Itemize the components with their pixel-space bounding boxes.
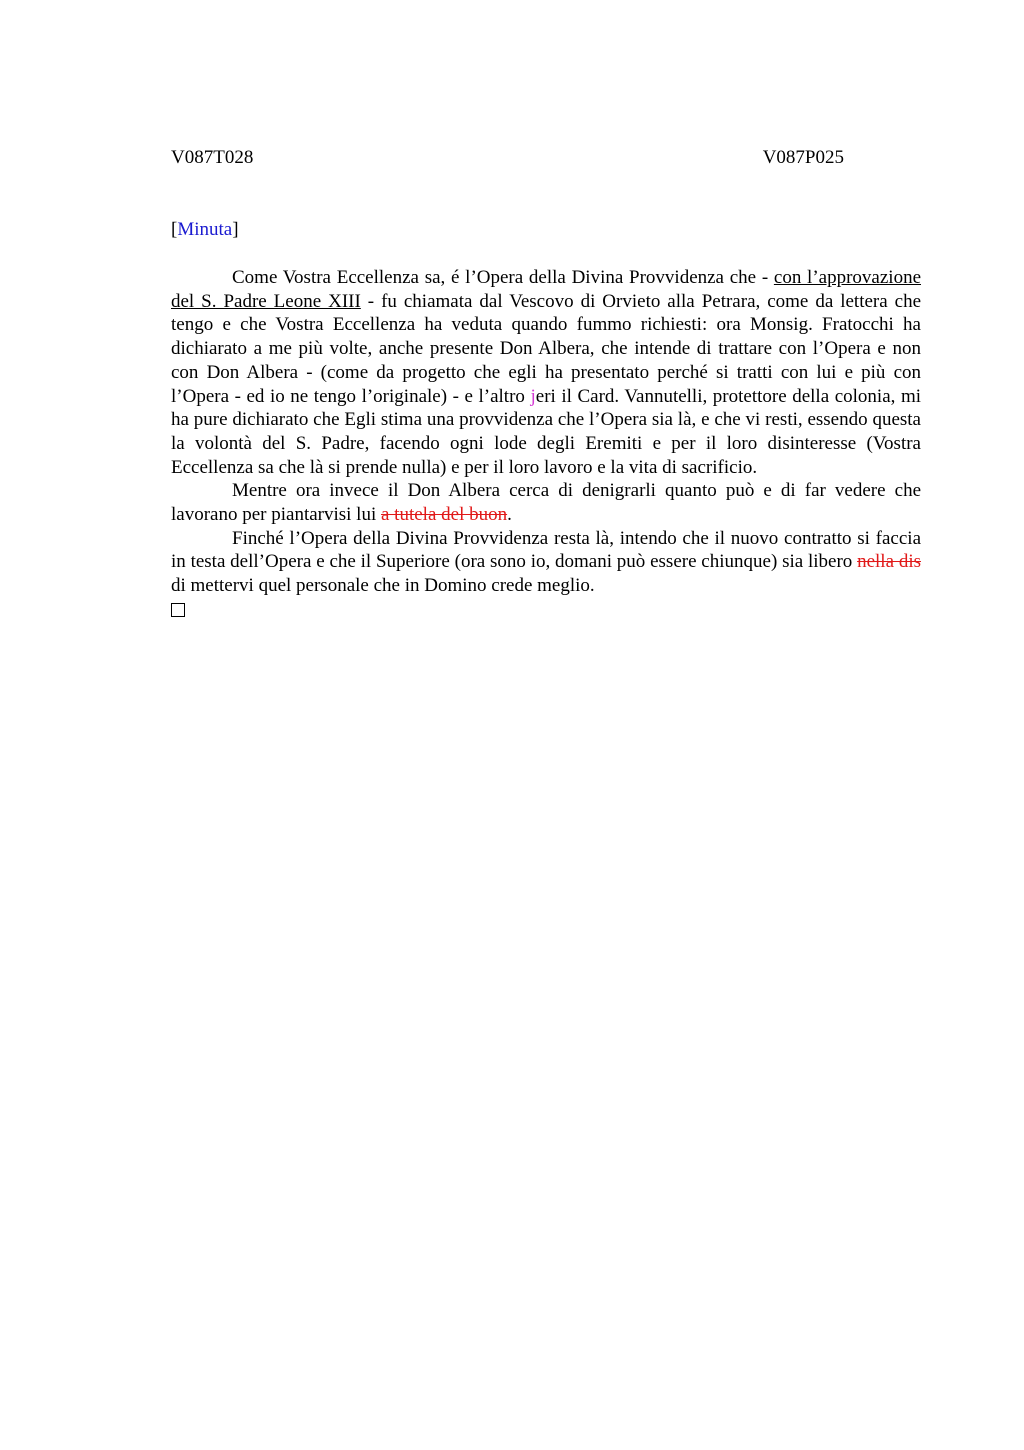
inserted-letter: j [530,385,536,407]
end-square-icon [171,603,185,617]
document-code-left: V087T028 [171,147,254,168]
paragraph-3-text-a: Finché l’Opera della Divina Provvidenza resta là, intendo che il nuovo contratto si faccia in testa dell’Opera e che il Superiore (ora sono io, domani può essere chiunque) sia libero [171,527,921,573]
draft-label-open-bracket: [ [171,219,178,240]
end-marker [171,598,921,624]
document-code-right: V087P025 [762,147,844,168]
draft-label [171,218,239,242]
paragraph-2-text-a: Mentre ora invece il Don Albera cerca di denigrarli quanto può e di far vedere che lavorano per piantarvisi lui [171,480,921,526]
draft-label-close-bracket: ] [232,219,239,240]
draft-label-word: Minuta [177,219,233,240]
paragraph-3-text-b: di mettervi quel personale che in Domino crede meglio. [171,575,595,597]
underlined-phrase: con l’approvazione del S. Padre Leone XIII [171,267,921,312]
paragraph-2 [171,479,921,526]
paragraph-2-text-b: . [507,504,512,526]
paragraph-1-text-b: - fu chiamata dal Vescovo di Orvieto alla Petrara, come da lettera che tengo e che Vostra Eccellenza ha veduta quando fummo richiesti: ora Monsig. Fratocchi ha dichiarato a me più volte, anche presente Don Albera, che intende di trattare con l’Opera e non con Don Albera - (come da progetto che egli ha presentato perché si tratti con lui e più con l’Opera - ed io ne tengo l’originale) - e l’altro [171,290,922,407]
deleted-phrase-1: a tutela del buon [381,504,508,526]
paragraph-1 [171,266,921,479]
paragraph-1-text-a: Come Vostra Eccellenza sa, é l’Opera della Divina Provvidenza che - [232,267,774,288]
letter-body [171,266,921,624]
paragraph-3 [171,527,921,598]
deleted-phrase-2: nella dis [857,551,921,573]
paragraph-1-text-c: eri il Card. Vannutelli, protettore della colonia, mi ha pure dichiarato che Egli stima una provvidenza che l’Opera sia là, e che vi resti, essendo questa la volontà del S. Padre, facendo ogni lode degli Eremiti e per il loro disinteresse (Vostra Eccellenza sa che là si prende nulla) e per il loro lavoro e la vita di sacrificio. [171,385,921,478]
